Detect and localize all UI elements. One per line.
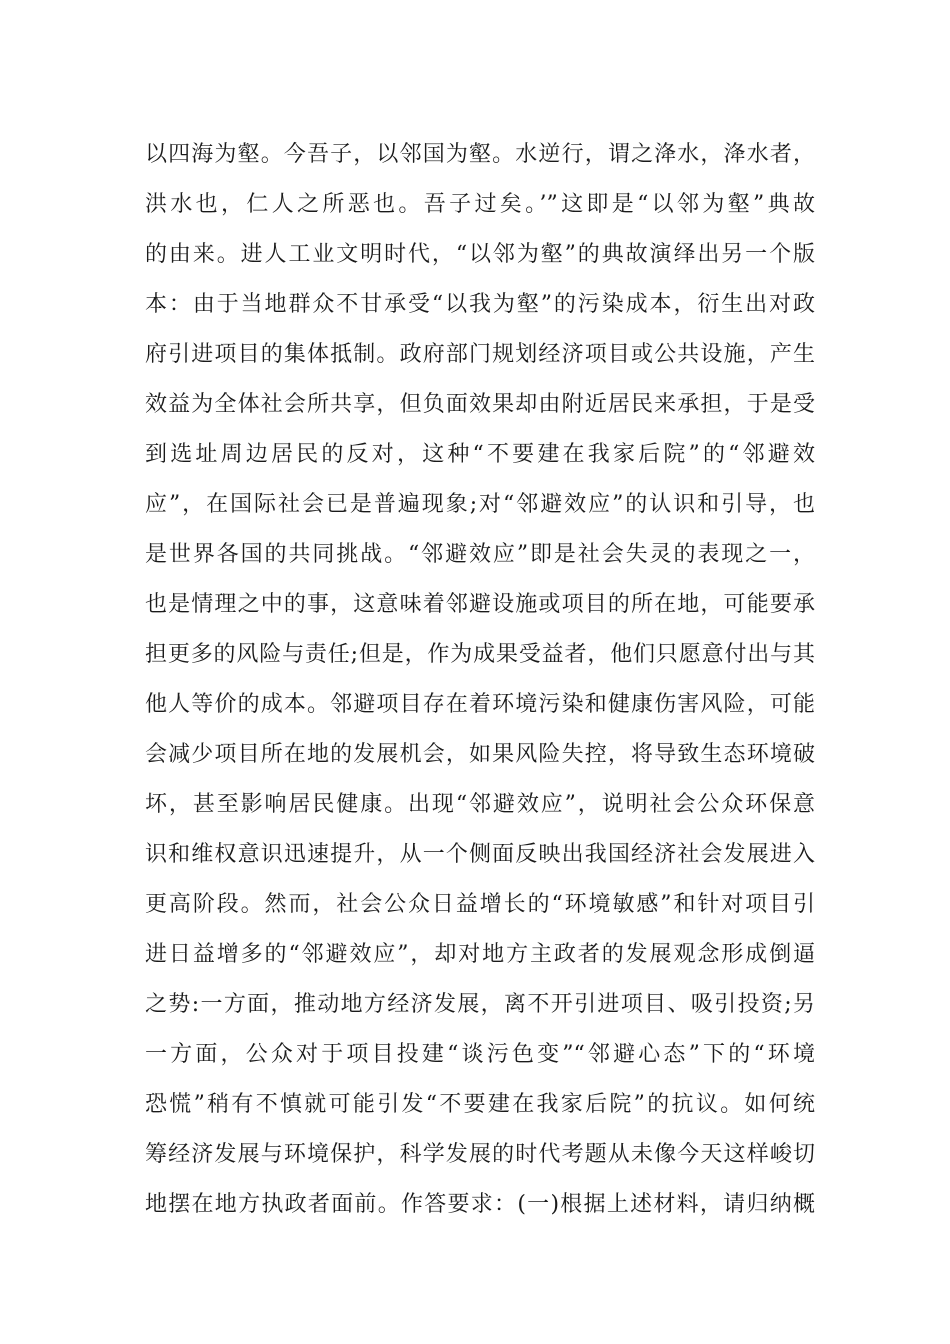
- text-line: 恐慌”稍有不慎就可能引发“不要建在我家后院”的抗议。如何统: [145, 1092, 815, 1117]
- text-line: 的由来。进人工业文明时代，“以邻为壑”的典故演绎出另一个版: [145, 242, 815, 267]
- text-line: 到选址周边居民的反对，这种“不要建在我家后院”的“邻避效: [145, 442, 815, 467]
- text-line: 坏，甚至影响居民健康。出现“邻避效应”，说明社会公众环保意: [145, 792, 815, 817]
- text-line: 之势:一方面，推动地方经济发展，离不开引进项目、吸引投资;另: [145, 992, 815, 1017]
- text-line: 效益为全体社会所共享，但负面效果却由附近居民来承担，于是受: [145, 392, 815, 417]
- body-text: [145, 130, 815, 1230]
- text-line: 担更多的风险与责任;但是，作为成果受益者，他们只愿意付出与其: [145, 642, 815, 667]
- text-line: 也是情理之中的事，这意味着邻避设施或项目的所在地，可能要承: [145, 592, 815, 617]
- text-line: 他人等价的成本。邻避项目存在着环境污染和健康伤害风险，可能: [145, 692, 815, 717]
- text-line: 筹经济发展与环境保护，科学发展的时代考题从未像今天这样峻切: [145, 1142, 815, 1167]
- text-line: 会减少项目所在地的发展机会，如果风险失控，将导致生态环境破: [145, 742, 815, 767]
- text-line: 应”，在国际社会已是普遍现象;对“邻避效应”的认识和引导，也: [145, 492, 815, 517]
- text-line: 府引进项目的集体抵制。政府部门规划经济项目或公共设施，产生: [145, 342, 815, 367]
- text-line: 更高阶段。然而，社会公众日益增长的“环境敏感”和针对项目引: [145, 892, 815, 917]
- text-line: 本：由于当地群众不甘承受“以我为壑”的污染成本，衍生出对政: [145, 292, 815, 317]
- text-line: 洪水也，仁人之所恶也。吾子过矣。’”这即是“以邻为壑”典故: [145, 192, 815, 217]
- text-line: 一方面，公众对于项目投建“谈污色变”“邻避心态”下的“环境: [145, 1042, 815, 1067]
- text-line: 进日益增多的“邻避效应”，却对地方主政者的发展观念形成倒逼: [145, 942, 815, 967]
- text-line: 是世界各国的共同挑战。“邻避效应”即是社会失灵的表现之一，: [145, 542, 815, 567]
- text-line: 识和维权意识迅速提升，从一个侧面反映出我国经济社会发展进入: [145, 842, 815, 867]
- text-line: 地摆在地方执政者面前。作答要求：(一)根据上述材料，请归纳概: [145, 1192, 815, 1217]
- text-line: 以四海为壑。今吾子，以邻国为壑。水逆行，谓之洚水，洚水者，: [145, 142, 815, 167]
